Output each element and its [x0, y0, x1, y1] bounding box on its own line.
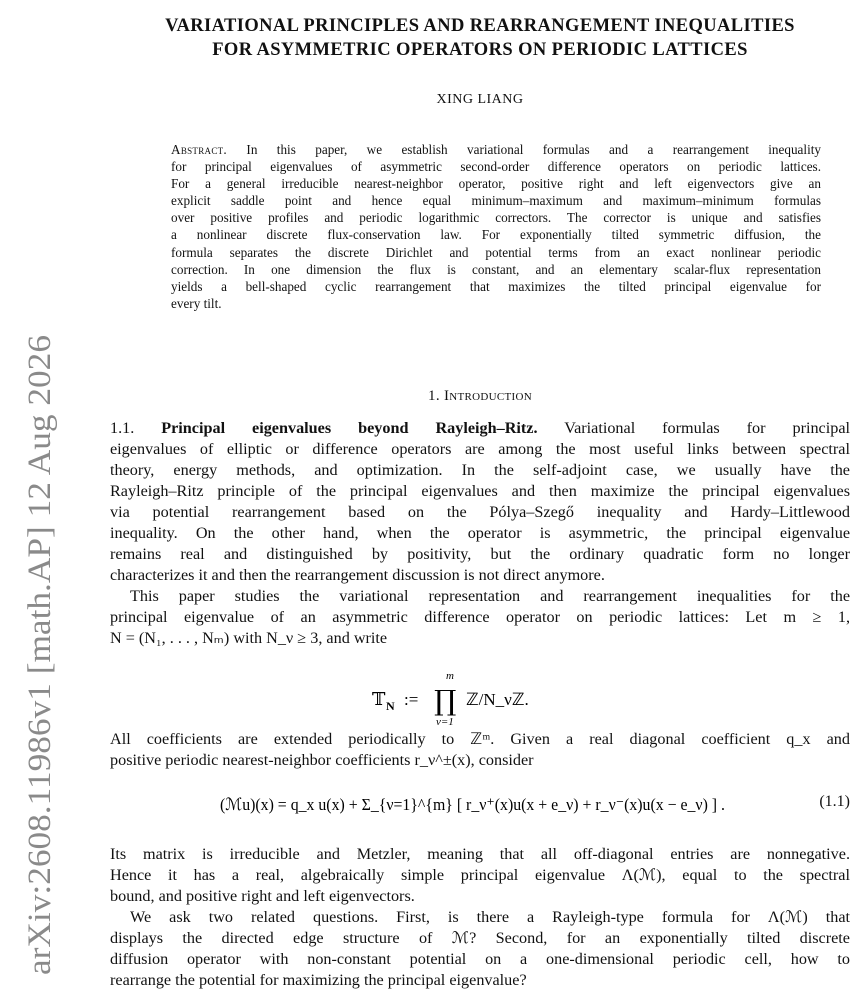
- body-line: Hence it has a real, algebraically simple principal eigenvalue Λ(ℳ), equal to the spectral: [110, 866, 850, 884]
- body-line: 1.1. Principal eigenvalues beyond Rayleigh–Ritz. Variational formulas for principal: [110, 419, 851, 437]
- abstract: [171, 141, 821, 312]
- operator-equation-text: (ℳu)(x) = q_x u(x) + Σ_{ν=1}^{m} [ r_ν⁺(x)u(x + e_ν) + r_ν⁻(x)u(x − e_ν) ] .: [220, 795, 725, 814]
- body-paragraph-3: [110, 729, 850, 771]
- section-heading: [110, 388, 850, 405]
- body-line: theory, energy methods, and optimization. In the self-adjoint case, we usually have the: [110, 461, 850, 479]
- torus-rhs: ℤ/N_νℤ.: [466, 690, 529, 709]
- abstract-line: For a general irreducible nearest-neighbor operator, positive right and left eigenvectors give an: [171, 176, 821, 192]
- product-upper-limit: m: [446, 670, 454, 682]
- body-line: eigenvalues of elliptic or difference operators are among the most useful links between spectral: [110, 440, 850, 458]
- body-line: This paper studies the variational representation and rearrangement inequalities for the: [130, 587, 850, 605]
- abstract-line: over positive profiles and periodic logarithmic correctors. The corrector is unique and satisfies: [171, 210, 821, 226]
- torus-symbol: 𝕋: [372, 689, 386, 710]
- assign-symbol: :=: [404, 690, 419, 709]
- body-line: bound, and positive right and left eigenvectors.: [110, 887, 415, 905]
- title-line-1: VARIATIONAL PRINCIPLES AND REARRANGEMENT INEQUALITIES: [165, 16, 795, 36]
- abstract-line: explicit saddle point and hence equal minimum–maximum and maximum–minimum formulas: [171, 193, 821, 209]
- body-line: positive periodic nearest-neighbor coefficients r_ν^±(x), consider: [110, 751, 534, 769]
- body-line: All coefficients are extended periodically to ℤᵐ. Given a real diagonal coefficient q_x and: [110, 730, 850, 748]
- equation-number: (1.1): [819, 793, 850, 810]
- subsection-title: Principal eigenvalues beyond Rayleigh–Ritz.: [161, 419, 538, 437]
- body-line: rearrange the potential for maximizing the principal eigenvalue?: [110, 971, 527, 989]
- abstract-line: Abstract. In this paper, we establish variational formulas and a rearrangement inequality: [171, 142, 821, 157]
- torus-subscript: N: [386, 699, 395, 713]
- title-line-2: FOR ASYMMETRIC OPERATORS ON PERIODIC LATTICES: [212, 40, 748, 60]
- arxiv-stamp-text: arXiv:2608.11986v1 [math.AP] 12 Aug 2026: [22, 376, 58, 975]
- paper-title: [110, 14, 850, 62]
- abstract-line: for principal eigenvalues of asymmetric second-order difference operators on periodic lattices.: [171, 159, 821, 175]
- body-line: principal eigenvalue of an asymmetric difference operator on periodic lattices: Let m ≥ 1,: [110, 608, 850, 626]
- body-line: remains real and distinguished by positivity, but the ordinary quadratic form no longer: [110, 545, 850, 563]
- section-title: Introduction: [443, 388, 532, 404]
- abstract-line: formula separates the discrete Dirichlet and potential terms from an exact nonlinear periodic: [171, 244, 821, 260]
- body-line: We ask two related questions. First, is there a Rayleigh-type formula for Λ(ℳ) that: [130, 908, 850, 926]
- arxiv-stamp: [6, 330, 66, 980]
- abstract-line: correction. In one dimension the flux is constant, and an elementary scalar-flux representation: [171, 261, 821, 277]
- author-name: XING LIANG: [436, 92, 524, 107]
- equation-torus-svg: [350, 668, 610, 728]
- body-line: N = (N₁, . . . , Nₘ) with N_ν ≥ 3, and write: [110, 629, 388, 647]
- body-line: via potential rearrangement based on the Pólya–Szegő inequality and Hardy–Littlewood: [110, 503, 850, 521]
- body-line: displays the directed edge structure of ℳ? Second, for an exponentially tilted discrete: [110, 929, 850, 947]
- equation-operator: [110, 778, 850, 836]
- equation-operator-svg: [220, 778, 740, 836]
- abstract-heading: Abstract.: [171, 142, 228, 157]
- product-symbol: ∏: [434, 684, 457, 717]
- equation-torus: [110, 668, 850, 733]
- body-paragraph-1: [110, 418, 850, 649]
- abstract-line: yields a bell-shaped cyclic rearrangement that maximizes the tilted principal eigenvalue for: [171, 278, 821, 294]
- body-paragraph-4: [110, 844, 850, 991]
- body-line: inequality. On the other hand, when the operator is asymmetric, the principal eigenvalue: [110, 524, 850, 542]
- abstract-line: every tilt.: [171, 295, 222, 311]
- body-line: characterizes it and then the rearrangement discussion is not direct anymore.: [110, 566, 605, 584]
- body-line: Its matrix is irreducible and Metzler, meaning that all off-diagonal entries are nonnegative.: [110, 845, 850, 863]
- abstract-line: a nonlinear discrete flux-conservation law. For exponentially tilted symmetric diffusion, the: [171, 227, 821, 243]
- product-lower-limit: ν=1: [436, 716, 454, 728]
- subsection-number: 1.1.: [110, 419, 135, 437]
- body-line: Rayleigh–Ritz principle of the principal eigenvalues and then maximize the principal eigenvalues: [110, 482, 850, 500]
- body-line: diffusion operator with non-constant potential on a one-dimensional periodic cell, how to: [110, 950, 850, 968]
- section-number: 1.: [428, 388, 440, 404]
